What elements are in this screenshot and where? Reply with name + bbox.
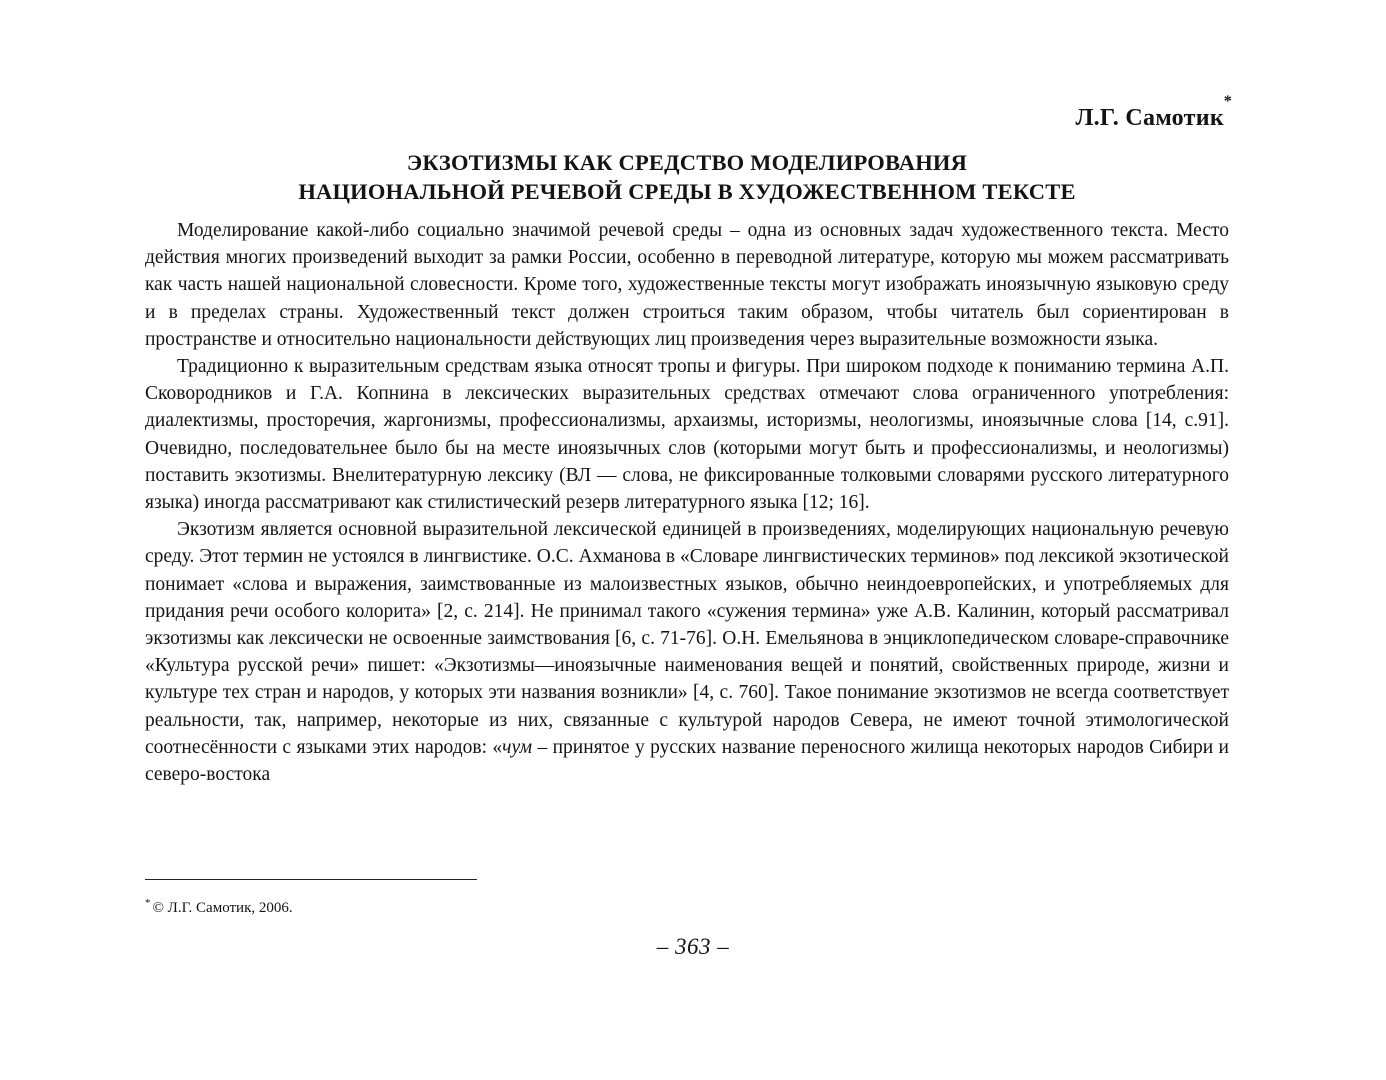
paragraph-3-tail: – принятое у русских название переносного жилища некоторых народов Сибири и северо-востока [145,736,1229,786]
paragraph-2: Традиционно к выразительным средствам языка относят тропы и фигуры. При широком подходе к пониманию термина А.П. Сковородников и Г.А. Копнина в лексических выразительных средствах отмечают слова ограниченного употребления: диалектизмы, просторечия, жаргонизмы, профессионализмы, архаизмы, историзмы, неологизмы, иноязычные слова [14, с.91]. Очевидно, последовательнее было бы на месте иноязычных слов (которыми могут быть и профессионализмы, и неологизмы) поставить экзотизмы. Внелитературную лексику (ВЛ — слова, не фиксированные толковыми словарями русского литературного языка) иногда рассматривают как стилистический резерв литературного языка [12; 16]. [145,356,1229,514]
paragraph-3-italic-term: чум [502,736,533,758]
title-line-2: НАЦИОНАЛЬНОЙ РЕЧЕВОЙ СРЕДЫ В ХУДОЖЕСТВЕННОМ ТЕКСТЕ [298,179,1076,204]
footnote-mark: * [145,897,151,909]
footnote-text: © Л.Г. Самотик, 2006. [152,900,293,916]
paragraph-3 [145,516,1229,788]
footnote-divider [145,879,477,880]
page-number: – 363 – [656,934,730,959]
paragraph-1: Моделирование какой-либо социально значимой речевой среды – одна из основных задач художественного текста. Место действия многих произведений выходит за рамки России, особенно в переводной литературе, которую мы можем рассматривать как часть нашей национальной словесности. Кроме того, художественные тексты могут изображать иноязычную языковую среду и в пределах страны. Художественный текст должен строиться таким образом, чтобы читатель был сориентирован в пространстве и относительно национальности действующих лиц произведения через выразительные возможности языка. [145,220,1229,350]
footnote [145,893,293,918]
article-title [145,148,1229,206]
paragraph-3-main: Экзотизм является основной выразительной лексической единицей в произведениях, моделирующих национальную речевую среду. Этот термин не устоялся в лингвистике. О.С. Ахманова в «Словаре лингвистических терминов» под лексикой экзотической понимает «слова и выражения, заимствованные из малоизвестных языков, обычно неиндоевропейских, и употребляемых для придания речи особого колорита» [2, с. 214]. Не принимал такого «сужения термина» уже А.В. Калинин, который рассматривал экзотизмы как лексически не освоенные заимствования [6, с. 71-76]. О.Н. Емельянова в энциклопедическом словаре-справочнике «Культура русской речи» пишет: «Экзотизмы—иноязычные наименования вещей и понятий, свойственных природе, жизни и культуре тех стран и народов, у которых эти названия возникли» [4, с. 760]. Такое понимание экзотизмов не всегда соответствует реальности, так, например, некоторые из них, связанные с культурой народов Севера, не имеют точной этимологической соотнесённости с языками этих народов: « [145,519,1229,758]
article-body [145,217,1229,788]
title-line-1: ЭКЗОТИЗМЫ КАК СРЕДСТВО МОДЕЛИРОВАНИЯ [406,150,968,175]
author-footnote-mark: * [1223,93,1232,110]
author-text: Л.Г. Самотик [1075,105,1224,131]
author-name [1075,93,1232,132]
